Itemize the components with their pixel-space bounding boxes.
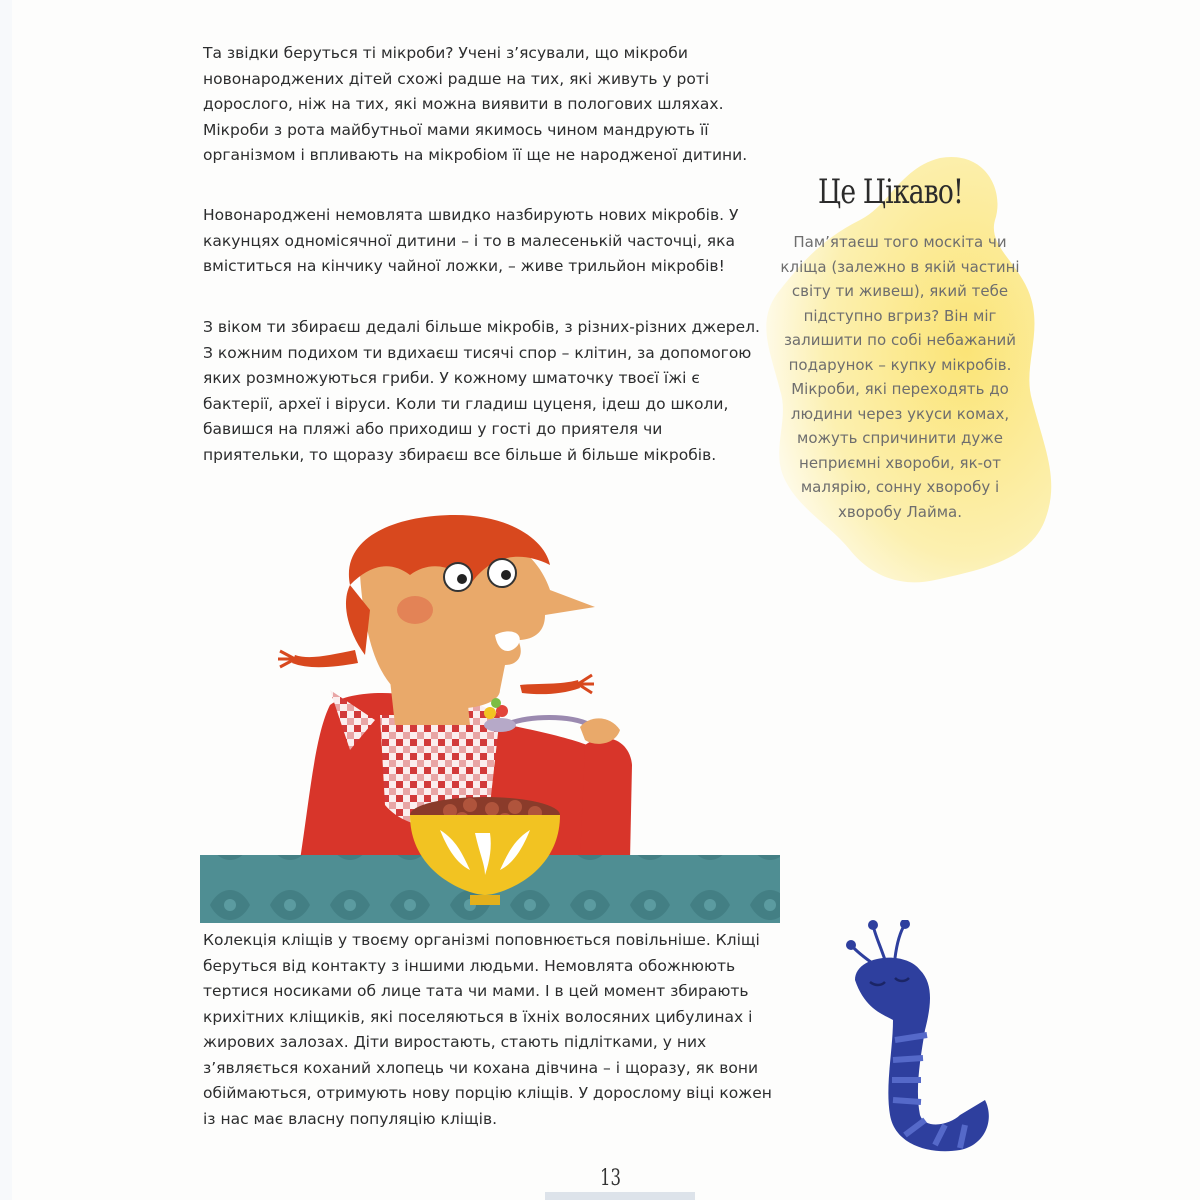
girl-eating-cereal-illustration	[200, 515, 780, 925]
sidebar-text: Пам’ятаєш того москіта чи кліща (залежно в якій частині світу ти живеш), який тебе підступно вгриз? Він міг залишити по собі небажаний подарунок – купку мікробів. Мікроби, які переходять до людини через укуси комах, можуть спричинити дуже неприємні хвороби, як-от малярію, сонну хворобу і хворобу Лайма.	[780, 233, 1020, 521]
blue-worm-creature-illustration	[835, 920, 1005, 1155]
page-number: 13	[600, 1166, 621, 1191]
sidebar-title: Це Цікаво!	[818, 172, 964, 212]
paragraph-2: Новонароджені немовлята швидко назбирують нових мікробів. У какунцях одномісячної дитини – і то в малесенькій часточці, яка вміститься на кінчику чайної ложки, – живе трильйон мікробів!	[203, 206, 739, 275]
paragraph-1: Та звідки беруться ті мікроби? Учені з’ясували, що мікроби новонароджених дітей схожі радше на тих, які живуть у роті дорослого, ніж на тих, які можна виявити в пологових шляхах. Мікроби з рота майбутньої мами якимось чином мандрують її організмом і впливають на мікробіом її ще не народженої дитини.	[203, 44, 748, 164]
page-edge	[0, 0, 12, 1200]
paragraph-4: Колекція кліщів у твоєму організмі поповнюється повільніше. Кліщі беруться від контакту з іншими людьми. Немовлята обожнюють тертися носиками об лице тата чи мами. І в цей момент збирають крихітних кліщиків, які поселяються в їхніх волосяних цибулинах і жирових залозах. Діти виростають, стають підлітками, у них з’являється коханий хлопець чи кохана дівчина – і щоразу, як вони обіймаються, отримують нову порцію кліщів. У дорослому віці кожен із нас має власну популяцію кліщів.	[203, 931, 772, 1128]
paragraph-3: З віком ти збираєш дедалі більше мікробів, з різних-різних джерел. З кожним подихом ти вдихаєш тисячі спор – клітин, за допомогою яких розмножуються гриби. У кожному шматочку твоєї їжі є бактерії, археї і віруси. Коли ти гладиш цуценя, ідеш до школи, бавишся на пляжі або приходиш у гості до приятеля чи приятельки, то щоразу збираєш все більше й більше мікробів.	[203, 318, 760, 464]
folio-bar	[545, 1192, 695, 1200]
